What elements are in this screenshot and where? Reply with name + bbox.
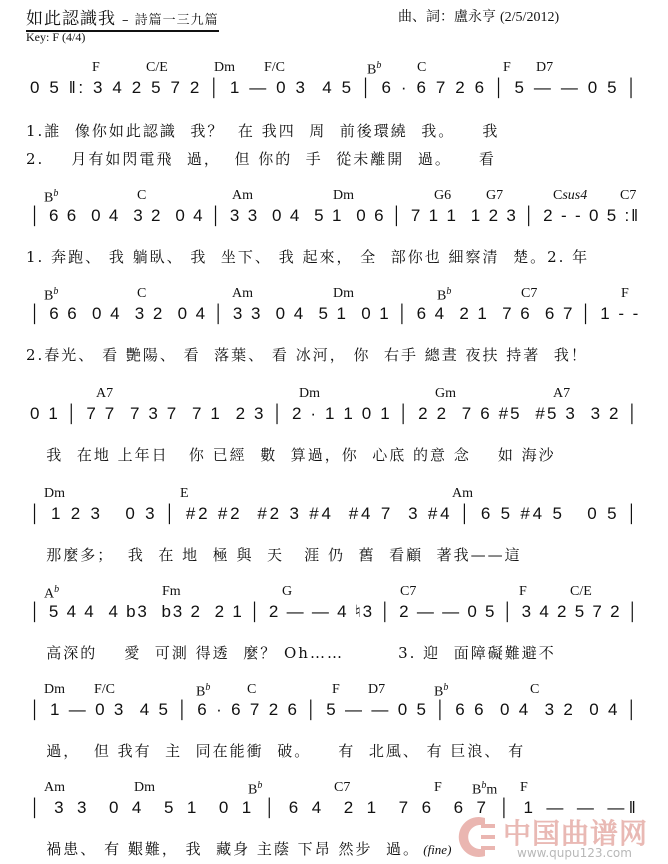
flat-sign: b (481, 780, 487, 791)
chord-symbol (299, 386, 320, 402)
chord-line (0, 584, 668, 602)
chord-symbol (434, 780, 442, 796)
chord-root: Dm (299, 386, 320, 401)
jianpu-notes: │ 6 6 0 4 3 2 0 4 │ 3 3 0 4 5 1 0 1 │ 6 4 2 1 7 6 6 7 │ 1 - - (30, 304, 641, 323)
chord-root: Dm (44, 682, 65, 697)
chord-symbol (333, 286, 354, 302)
chord-root: Am (452, 486, 473, 501)
chord-line (0, 682, 668, 700)
flat-sign: b (376, 60, 382, 71)
flat-sign: b (53, 188, 59, 199)
chord-symbol (180, 486, 189, 502)
chord-root: C7 (334, 780, 351, 795)
chord-root: F (621, 286, 629, 301)
chord-symbol (417, 60, 426, 76)
chord-root: A7 (553, 386, 571, 401)
chord-root: B (472, 782, 482, 798)
chord-root: F (520, 780, 528, 795)
chord-root: Dm (44, 486, 65, 501)
song-title (26, 4, 219, 32)
chord-symbol (434, 682, 448, 701)
jianpu-notes: │ 1 2 3 0 3 │ #2 #2 #2 3 #4 #4 7 3 #4 │ 6 5 #4 5 0 5 │ (30, 504, 641, 523)
chord-symbol (367, 60, 381, 79)
watermark-brand: 中国曲谱网 (503, 817, 649, 850)
chord-root: F (503, 60, 511, 75)
flat-sign: b (443, 682, 449, 693)
credit-date: (2/5/2012) (500, 10, 560, 25)
chord-symbol (282, 584, 292, 600)
chord-symbol (530, 682, 539, 698)
chord-symbol (570, 584, 592, 600)
notation-line (0, 206, 668, 236)
chord-symbol (553, 386, 570, 402)
chord-root: C (137, 188, 147, 203)
chord-root: Gm (435, 386, 456, 401)
chord-symbol (521, 286, 537, 302)
notation-line (0, 504, 668, 534)
chord-root: C (247, 682, 257, 697)
flat-sign: b (205, 682, 211, 693)
lyric-line: 過， 但 我有 主 同在能衝 破。 有 北風、 有 巨浪、 有 (26, 742, 526, 760)
chord-symbol (137, 286, 146, 302)
chord-root: B (367, 62, 377, 78)
chord-symbol (44, 780, 65, 796)
chord-symbol (536, 60, 553, 76)
jianpu-notes: │ 5 4 4 4 b3 b3 2 2 1 │ 2 — — 4 ♮3 │ 2 — — 0 5 │ 3 4 2 5 7 2 │ (30, 602, 641, 621)
lyric-line: 2.春光、 看 艷陽、 看 落葉、 看 冰河， 你 右手 總晝 夜扶 持著 我！ (26, 346, 588, 364)
chord-root: Dm (134, 780, 155, 795)
chord-root: D7 (536, 60, 554, 75)
chord-symbol (503, 60, 511, 76)
chord-root: B (248, 782, 258, 798)
watermark-url: www.qupu123.com (517, 846, 632, 860)
chord-root: B (434, 684, 444, 700)
lyric-line: 1. 奔跑、 我 躺臥、 我 坐下、 我 起來， 全 部你也 細察清 楚。2. 年 (26, 248, 590, 266)
chord-symbol (247, 682, 256, 698)
chord-symbol (400, 584, 416, 600)
chord-root: C7 (400, 584, 417, 599)
chord-symbol (437, 286, 451, 305)
lyric-line: 那麼多； 我 在 地 極 與 天 涯 仍 舊 看顧 著我——這 (26, 546, 522, 564)
chord-root: B (196, 684, 206, 700)
chord-symbol (232, 188, 253, 204)
title-subtitle: – 詩篇一三九篇 (122, 13, 219, 28)
chord-symbol (435, 386, 456, 402)
chord-root: C7 (521, 286, 538, 301)
chord-symbol (146, 60, 168, 76)
credit-text: 曲、詞：盧永亨 (398, 9, 496, 25)
lyric-line: 高深的 愛 可測 得透 麼？ Oh…… 3. 迎 面障礙難避不 (26, 644, 556, 662)
chord-symbol (520, 780, 528, 796)
chord-root: G6 (434, 188, 452, 203)
lyric-line: 1.誰 像你如此認識 我？ 在 我四 周 前後環繞 我。 我 (26, 122, 500, 140)
chord-root: F/C (264, 60, 286, 75)
chord-root: B (44, 288, 54, 304)
notation-line (0, 700, 668, 730)
chord-symbol (486, 188, 503, 204)
chord-root: A7 (96, 386, 114, 401)
chord-root: C (530, 682, 540, 697)
chord-root: D7 (368, 682, 386, 697)
chord-symbol (264, 60, 285, 76)
chord-root: Dm (333, 286, 354, 301)
chord-symbol (44, 286, 58, 305)
chord-line (0, 386, 668, 404)
chord-symbol (452, 486, 473, 502)
chord-root: B (44, 190, 54, 206)
chord-root: Am (232, 188, 253, 203)
chord-symbol (334, 780, 350, 796)
chord-suffix: m (486, 782, 498, 798)
chord-root: Am (44, 780, 65, 795)
chord-root: C (553, 188, 563, 203)
chord-line (0, 188, 668, 206)
chord-symbol (620, 188, 636, 204)
chord-root: Fm (162, 584, 181, 599)
notation-line (0, 304, 668, 334)
jianpu-notes: 0 5 ‖: 3 4 2 5 7 2 │ 1 — 0 3 4 5 │ 6 · 6 7 2 6 │ 5 — — 0 5 │ (30, 78, 640, 97)
chord-root: B (437, 288, 447, 304)
fine-marker: (fine) (420, 842, 452, 857)
chord-root: C7 (620, 188, 637, 203)
chord-line (0, 780, 668, 798)
chord-root: A (44, 586, 55, 602)
chord-suffix: sus4 (562, 188, 588, 203)
chord-root: Dm (214, 60, 235, 75)
chord-root: G (282, 584, 293, 599)
chord-symbol (232, 286, 253, 302)
chord-line (0, 60, 668, 78)
watermark (455, 812, 668, 864)
chord-root: F (519, 584, 527, 599)
chord-symbol (368, 682, 385, 698)
flat-sign: b (257, 780, 263, 791)
chord-root: E (180, 486, 189, 501)
chord-symbol (137, 188, 146, 204)
chord-root: C/E (570, 584, 592, 599)
chord-symbol (333, 188, 354, 204)
chord-symbol (96, 386, 113, 402)
chord-symbol (434, 188, 451, 204)
flat-sign: b (446, 286, 452, 297)
chord-root: C (417, 60, 427, 75)
chord-symbol (44, 188, 58, 207)
notation-line (0, 404, 668, 434)
chord-line (0, 286, 668, 304)
jianpu-notes: 0 1 │ 7 7 7 3 7 7 1 2 3 │ 2 · 1 1 0 1 │ 2 2 7 6 #5 #5 3 3 2 │ (30, 404, 641, 423)
chord-symbol (332, 682, 340, 698)
chord-root: F (92, 60, 100, 75)
chord-symbol (92, 60, 100, 76)
chord-symbol (196, 682, 210, 701)
chord-root: C (137, 286, 147, 301)
notation-line (0, 602, 668, 632)
chord-symbol (214, 60, 235, 76)
jianpu-notes: │ 6 6 0 4 3 2 0 4 │ 3 3 0 4 5 1 0 6 │ 7 1 1 1 2 3 │ 2 - - 0 5 :‖ (30, 206, 640, 225)
chord-root: Dm (333, 188, 354, 203)
chord-root: G7 (486, 188, 504, 203)
chord-symbol (621, 286, 629, 302)
key-signature: Key: F (4/4) (26, 30, 86, 44)
lyric-line: 禍患、 有 艱難， 我 藏身 主蔭 下昂 然步 過。 (fine) (26, 840, 452, 858)
chord-symbol (94, 682, 115, 698)
chord-symbol (44, 486, 65, 502)
chord-root: C/E (146, 60, 168, 75)
notation-line (0, 78, 668, 108)
lyric-line: 我 在地 上年日 你 已經 數 算過，你 心底 的意 念 如 海沙 (26, 446, 556, 464)
chord-line (0, 486, 668, 504)
chord-symbol (472, 780, 497, 799)
chord-symbol (134, 780, 155, 796)
chord-symbol (248, 780, 262, 799)
title-text: 如此認識我 (26, 9, 116, 29)
chord-root: F (332, 682, 340, 697)
chord-root: F (434, 780, 442, 795)
chord-root: F/C (94, 682, 116, 697)
composer-credit (398, 6, 559, 26)
chord-symbol (553, 188, 587, 204)
qupu-logo-icon (455, 814, 497, 860)
flat-sign: b (53, 286, 59, 297)
flat-sign: b (54, 584, 60, 595)
chord-symbol (44, 682, 65, 698)
chord-symbol (162, 584, 181, 600)
jianpu-notes: │ 3 3 0 4 5 1 0 1 │ 6 4 2 1 7 6 6 7 │ 1 — — —‖ (30, 798, 641, 817)
score-header (0, 0, 668, 50)
chord-symbol (519, 584, 527, 600)
chord-root: Am (232, 286, 253, 301)
jianpu-notes: │ 1 — 0 3 4 5 │ 6 · 6 7 2 6 │ 5 — — 0 5 │ 6 6 0 4 3 2 0 4 │ (30, 700, 640, 719)
lyric-line: 2. 月有如閃電飛 過， 但 你的 手 從未離開 過。 看 (26, 150, 496, 168)
chord-symbol (44, 584, 59, 603)
